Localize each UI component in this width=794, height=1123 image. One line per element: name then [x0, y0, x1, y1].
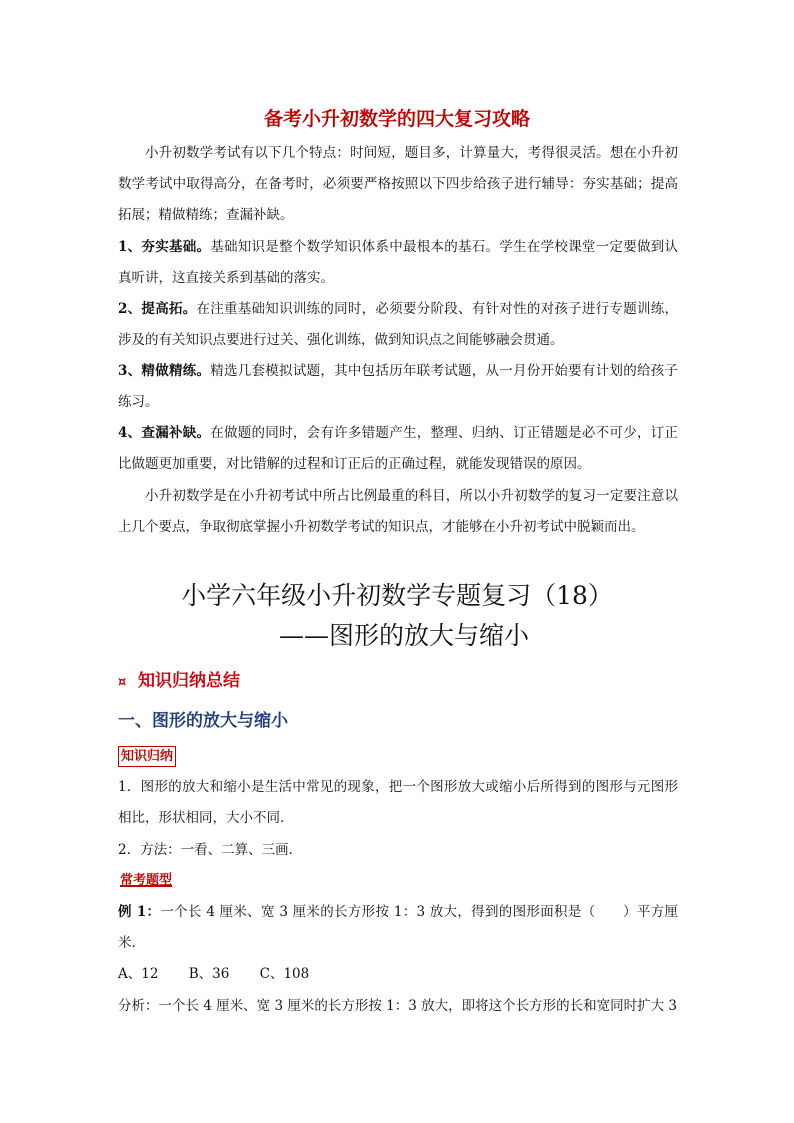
analysis-text: 分析：一个长 4 厘米、宽 3 厘米的长方形按 1：3 放大，即将这个长方形的长和宽同时扩大 3 — [118, 998, 677, 1014]
option-b: B、36 — [188, 966, 230, 982]
example-options — [118, 959, 678, 990]
item-label: 3、精做精练。 — [118, 363, 211, 379]
main-title: 小学六年级小升初数学专题复习（18） — [181, 581, 613, 610]
item-text: 在做题的同时，会有许多错题产生，整理、归纳、订正错题是必不可少，订正比做题更加重要，对比错解的过程和订正后的正确过程，就能发现错误的原因。 — [118, 425, 678, 473]
item-label: 4、查漏补缺。 — [118, 425, 211, 441]
intro-paragraph: 小升初数学考试有以下几个特点：时间短，题目多，计算量大，考得很灵活。想在小升初数学考试中取得高分，在备考时，必须要严格按照以下四步给孩子进行辅导：夯实基础；提高拓展；精做精练；查漏补缺。 — [118, 145, 678, 224]
example-1 — [118, 897, 678, 959]
section-heading-text: 知识归纳总结 — [138, 671, 240, 691]
knowledge-point-1: 1．图形的放大和缩小是生活中常见的现象，把一个图形放大或缩小后所得到的图形与元图形相比，形状相同，大小不同． — [118, 779, 678, 827]
tag-knowledge: 知识归纳 — [118, 746, 176, 767]
item-label: 1、夯实基础。 — [118, 239, 211, 255]
knowledge-point-2: 2．方法：一看、二算、三画． — [118, 842, 303, 858]
intro-title: 备考小升初数学的四大复习攻略 — [263, 108, 530, 130]
item-text: 基础知识是整个数学知识体系中最根本的基石。学生在学校课堂一定要做到认真听讲，这直接关系到基础的落实。 — [118, 239, 678, 287]
intro-item-1 — [118, 232, 678, 294]
tag-common-questions: 常考题型 — [120, 873, 173, 888]
example-label: 例 1： — [118, 904, 161, 920]
intro-item-3 — [118, 356, 678, 418]
item-text: 在注重基础知识训练的同时，必须要分阶段、有针对性的对孩子进行专题训练，涉及的有关知识点要进行过关、强化训练，做到知识点之间能够融会贯通。 — [118, 301, 678, 349]
intro-conclusion: 小升初数学是在小升初考试中所占比例最重的科目，所以小升初数学的复习一定要注意以上几个要点，争取彻底掌握小升初数学考试的知识点，才能够在小升初考试中脱颖而出。 — [118, 488, 678, 536]
intro-item-4 — [118, 418, 678, 480]
intro-item-2 — [118, 294, 678, 356]
bullet-icon: ¤ — [118, 675, 127, 690]
section-heading — [118, 667, 240, 697]
item-label: 2、提高拓。 — [118, 301, 197, 317]
option-a: A、12 — [118, 966, 159, 982]
main-subtitle: ——图形的放大与缩小 — [278, 621, 529, 650]
subsection-heading: 一、图形的放大与缩小 — [118, 711, 288, 731]
option-c: C、108 — [259, 966, 310, 982]
example-text: 一个长 4 厘米、宽 3 厘米的长方形按 1：3 放大，得到的图形面积是（ ）平方厘米． — [118, 904, 679, 952]
item-text: 精选几套模拟试题，其中包括历年联考试题，从一月份开始要有计划的给孩子练习。 — [118, 363, 678, 411]
